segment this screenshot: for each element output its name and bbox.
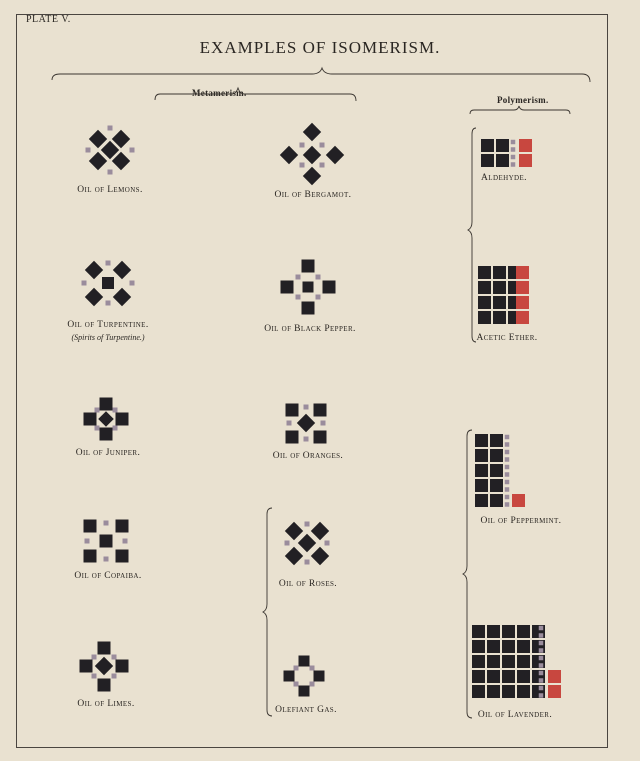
carbon-atom (302, 302, 315, 315)
carbon-atom (478, 266, 491, 279)
hydrogen-atom (95, 426, 100, 431)
label-oil-of-oranges: Oil of Oranges. (272, 451, 344, 461)
carbon-atom (113, 261, 131, 279)
carbon-atom (284, 671, 295, 682)
hydrogen-atom (92, 674, 97, 679)
carbon-atom (116, 413, 129, 426)
carbon-atom (493, 266, 506, 279)
label-oil-of-turpentine: Oil of Turpentine. (67, 320, 149, 330)
carbon-atom (314, 671, 325, 682)
molecule-oil-of-lemons (86, 126, 135, 175)
carbon-atom (299, 686, 310, 697)
carbon-atom (472, 685, 485, 698)
carbon-atom (102, 277, 114, 289)
carbon-atom (493, 281, 506, 294)
carbon-atom (475, 464, 488, 477)
carbon-atom (84, 550, 97, 563)
label-oil-of-black-pepper: Oil of Black Pepper. (264, 324, 356, 334)
label-oil-of-lemons: Oil of Lemons. (77, 185, 143, 195)
carbon-atom (517, 670, 530, 683)
hydrogen-atom (130, 148, 135, 153)
hydrogen-atom (505, 487, 510, 492)
molecule-oil-of-lavender (472, 625, 561, 698)
carbon-atom (478, 296, 491, 309)
carbon-atom (311, 547, 329, 565)
carbon-atom (487, 685, 500, 698)
hydrogen-atom (304, 437, 309, 442)
hydrogen-atom (511, 147, 516, 152)
hydrogen-atom (320, 143, 325, 148)
oxygen-atom (516, 311, 529, 324)
carbon-atom (116, 550, 129, 563)
carbon-atom (472, 640, 485, 653)
label-oil-of-limes: Oil of Limes. (77, 699, 135, 709)
hydrogen-atom (539, 693, 544, 698)
carbon-atom (490, 449, 503, 462)
hydrogen-atom (130, 281, 135, 286)
hydrogen-atom (539, 648, 544, 653)
hydrogen-atom (321, 421, 326, 426)
carbon-atom (89, 130, 107, 148)
carbon-atom (502, 685, 515, 698)
carbon-atom (297, 414, 315, 432)
carbon-atom (496, 139, 509, 152)
hydrogen-atom (325, 541, 330, 546)
carbon-atom (286, 404, 299, 417)
molecule-aldehyde (481, 139, 532, 167)
hydrogen-atom (95, 408, 100, 413)
carbon-atom (303, 282, 314, 293)
molecule-oil-of-turpentine (82, 261, 135, 307)
hydrogen-atom (123, 539, 128, 544)
hydrogen-atom (108, 170, 113, 175)
molecule-oil-of-bergamot (280, 123, 344, 185)
label-oil-of-copaiba: Oil of Copaiba. (74, 571, 142, 581)
hydrogen-atom (106, 301, 111, 306)
top-brace (52, 68, 590, 82)
hydrogen-atom (511, 162, 516, 167)
hydrogen-atom (92, 655, 97, 660)
carbon-atom (502, 640, 515, 653)
label-oil-of-bergamot: Oil of Bergamot. (274, 190, 352, 200)
hydrogen-atom (316, 275, 321, 280)
bracket-peppermint-lavender (463, 430, 472, 718)
carbon-atom (98, 679, 111, 692)
plate-number: PLATE V. (26, 14, 71, 25)
molecule-oil-of-peppermint (475, 434, 525, 507)
molecule-diagrams (80, 123, 562, 698)
hydrogen-atom (305, 522, 310, 527)
carbon-atom (487, 640, 500, 653)
label-spirits-of-turpentine: (Spirits of Turpentine.) (71, 333, 145, 342)
hydrogen-atom (104, 557, 109, 562)
hydrogen-atom (505, 442, 510, 447)
carbon-atom (517, 655, 530, 668)
molecule-olefiant-gas (284, 656, 325, 697)
carbon-atom (311, 522, 329, 540)
carbon-atom (517, 685, 530, 698)
carbon-atom (472, 655, 485, 668)
hydrogen-atom (539, 678, 544, 683)
oxygen-atom (516, 281, 529, 294)
hydrogen-atom (285, 541, 290, 546)
carbon-atom (475, 479, 488, 492)
carbon-atom (475, 449, 488, 462)
molecule-oil-of-black-pepper (281, 260, 336, 315)
carbon-atom (502, 625, 515, 638)
carbon-atom (314, 404, 327, 417)
label-oil-of-lavender: Oil of Lavender. (477, 710, 553, 720)
molecule-oil-of-limes (80, 642, 129, 692)
molecule-oil-of-copaiba (84, 520, 129, 563)
carbon-atom (502, 655, 515, 668)
hydrogen-atom (287, 421, 292, 426)
hydrogen-atom (505, 502, 510, 507)
label-oil-of-juniper: Oil of Juniper. (75, 448, 141, 458)
carbon-atom (95, 657, 113, 675)
carbon-atom (85, 288, 103, 306)
carbon-atom (100, 535, 113, 548)
molecule-oil-of-juniper (84, 398, 129, 441)
molecule-oil-of-oranges (286, 404, 327, 444)
hydrogen-atom (300, 143, 305, 148)
hydrogen-atom (113, 408, 118, 413)
carbon-atom (280, 146, 298, 164)
carbon-atom (84, 520, 97, 533)
carbon-atom (490, 434, 503, 447)
hydrogen-atom (106, 261, 111, 266)
molecule-oil-of-roses (285, 522, 330, 566)
carbon-atom (285, 522, 303, 540)
oxygen-atom (512, 494, 525, 507)
carbon-atom (502, 670, 515, 683)
carbon-atom (472, 625, 485, 638)
hydrogen-atom (112, 655, 117, 660)
hydrogen-atom (511, 140, 516, 145)
carbon-atom (475, 434, 488, 447)
carbon-atom (303, 123, 321, 141)
carbon-atom (298, 534, 316, 552)
hydrogen-atom (304, 405, 309, 410)
plate-title: EXAMPLES OF ISOMERISM. (199, 38, 441, 57)
carbon-atom (326, 146, 344, 164)
hydrogen-atom (294, 666, 299, 671)
label-aldehyde: Aldehyde. (481, 173, 527, 183)
label-olefiant-gas: Olefiant Gas. (275, 705, 337, 715)
hydrogen-atom (112, 674, 117, 679)
label-oil-of-peppermint: Oil of Peppermint. (480, 516, 562, 526)
carbon-atom (481, 139, 494, 152)
carbon-atom (475, 494, 488, 507)
carbon-atom (472, 670, 485, 683)
oxygen-atom (548, 685, 561, 698)
hydrogen-atom (505, 435, 510, 440)
carbon-atom (100, 398, 113, 411)
carbon-atom (487, 670, 500, 683)
hydrogen-atom (539, 641, 544, 646)
hydrogen-atom (505, 480, 510, 485)
carbon-atom (286, 431, 299, 444)
carbon-atom (481, 154, 494, 167)
carbon-atom (116, 520, 129, 533)
hydrogen-atom (305, 560, 310, 565)
carbon-atom (98, 642, 111, 655)
hydrogen-atom (539, 686, 544, 691)
carbon-atom (302, 260, 315, 273)
hydrogen-atom (108, 126, 113, 131)
carbon-atom (84, 413, 97, 426)
label-acetic-ether: Acetic Ether. (476, 333, 538, 343)
hydrogen-atom (85, 539, 90, 544)
carbon-atom (490, 494, 503, 507)
carbon-atom (478, 311, 491, 324)
label-oil-of-roses: Oil of Roses. (278, 579, 338, 589)
carbon-atom (80, 660, 93, 673)
hydrogen-atom (539, 656, 544, 661)
carbon-atom (496, 154, 509, 167)
hydrogen-atom (505, 450, 510, 455)
carbon-atom (116, 660, 129, 673)
carbon-atom (323, 281, 336, 294)
hydrogen-atom (511, 155, 516, 160)
hydrogen-atom (539, 626, 544, 631)
carbon-atom (303, 167, 321, 185)
hydrogen-atom (320, 163, 325, 168)
carbon-atom (493, 311, 506, 324)
carbon-atom (85, 261, 103, 279)
molecule-acetic-ether (478, 266, 529, 324)
carbon-atom (493, 296, 506, 309)
carbon-atom (89, 152, 107, 170)
oxygen-atom (516, 296, 529, 309)
oxygen-atom (548, 670, 561, 683)
hydrogen-atom (294, 682, 299, 687)
carbon-atom (487, 655, 500, 668)
hydrogen-atom (505, 465, 510, 470)
carbon-atom (113, 288, 131, 306)
carbon-atom (281, 281, 294, 294)
carbon-atom (517, 640, 530, 653)
carbon-atom (100, 428, 113, 441)
carbon-atom (98, 411, 114, 427)
carbon-atom (490, 464, 503, 477)
hydrogen-atom (82, 281, 87, 286)
carbon-atom (299, 656, 310, 667)
polymerism-brace (470, 106, 570, 114)
hydrogen-atom (296, 275, 301, 280)
carbon-atom (314, 431, 327, 444)
hydrogen-atom (505, 472, 510, 477)
bracket-aldehyde-acetic (468, 128, 476, 342)
metamerism-heading: Metamerism. (192, 88, 247, 98)
oxygen-atom (519, 154, 532, 167)
carbon-atom (285, 547, 303, 565)
hydrogen-atom (539, 671, 544, 676)
hydrogen-atom (505, 457, 510, 462)
carbon-atom (478, 281, 491, 294)
carbon-atom (517, 625, 530, 638)
carbon-atom (487, 625, 500, 638)
hydrogen-atom (86, 148, 91, 153)
hydrogen-atom (310, 666, 315, 671)
hydrogen-atom (316, 295, 321, 300)
bracket-roses-olefiant (263, 508, 272, 716)
oxygen-atom (516, 266, 529, 279)
carbon-atom (490, 479, 503, 492)
oxygen-atom (519, 139, 532, 152)
hydrogen-atom (296, 295, 301, 300)
hydrogen-atom (113, 426, 118, 431)
metamerism-brace (155, 88, 356, 101)
carbon-atom (303, 146, 321, 164)
polymerism-heading: Polymerism. (497, 95, 549, 105)
hydrogen-atom (300, 163, 305, 168)
hydrogen-atom (104, 521, 109, 526)
hydrogen-atom (505, 495, 510, 500)
hydrogen-atom (539, 633, 544, 638)
hydrogen-atom (310, 682, 315, 687)
hydrogen-atom (539, 663, 544, 668)
